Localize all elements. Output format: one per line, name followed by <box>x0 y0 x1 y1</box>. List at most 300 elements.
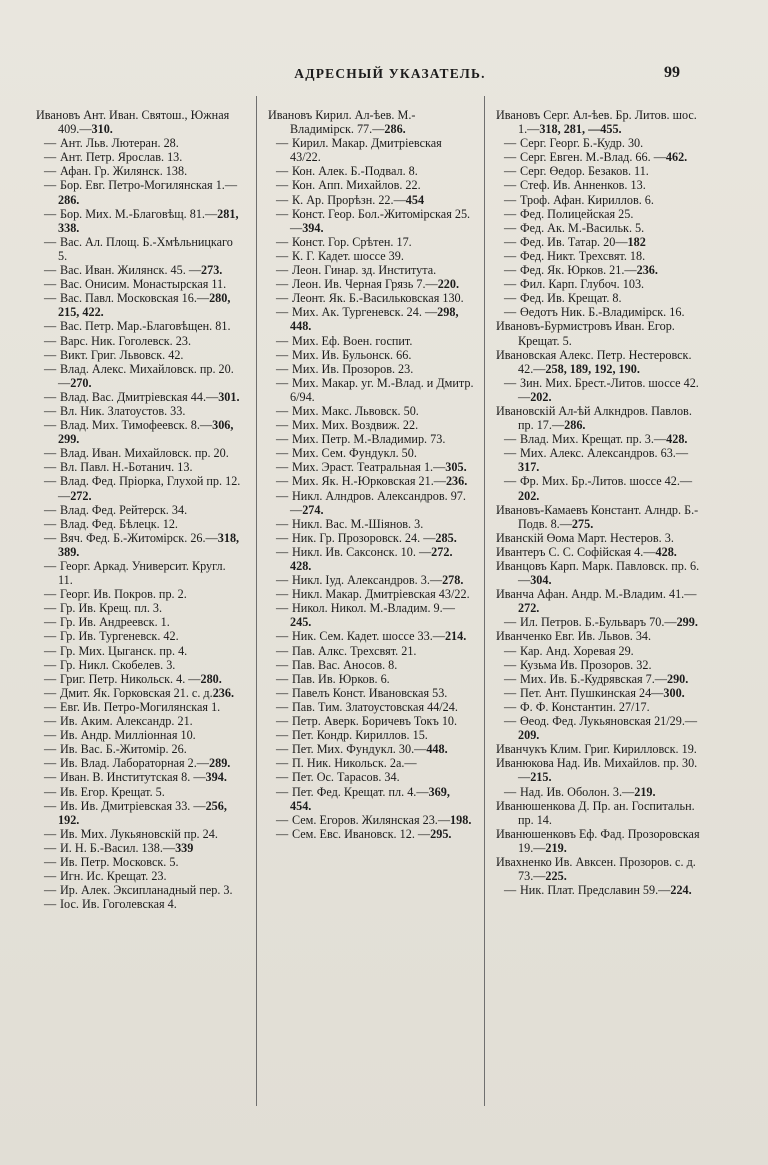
entry-text: Пет. Мих. Фундукл. 30.— <box>292 742 427 757</box>
ditto-dash: — <box>44 263 57 278</box>
directory-entry <box>268 714 474 728</box>
phone-number: 236. <box>212 685 235 700</box>
running-title: АДРЕСНЫЙ УКАЗАТЕЛЬ. <box>294 66 486 81</box>
column-divider <box>256 96 257 1106</box>
directory-entry <box>496 672 701 686</box>
entry-text: Влад. Иван. Михайловск. пр. 20. <box>60 446 229 461</box>
directory-entry <box>268 277 474 291</box>
phone-number: 236. <box>636 263 658 278</box>
ditto-dash: — <box>44 671 57 686</box>
entry-text: Ив. Петр. Московск. 5. <box>60 854 179 869</box>
column-2 <box>268 108 474 841</box>
entry-text: Ивановъ Серг. Ал-ѣев. Бр. Литов. шос. 1.— <box>496 108 697 137</box>
entry-text: Мих. Ив. Б.-Кудрявская 7.— <box>520 671 667 686</box>
phone-number: 304. <box>530 573 552 588</box>
directory-entry <box>36 362 241 390</box>
ditto-dash: — <box>276 756 289 771</box>
entry-text: Серг. Евген. М.-Влад. 66. — <box>520 150 666 165</box>
phone-number: 272. <box>518 601 540 616</box>
ditto-dash: — <box>276 446 289 461</box>
directory-entry <box>496 404 701 432</box>
ditto-dash: — <box>504 714 517 729</box>
entry-text: Ивановскій Ал-ѣй Алкндров. Павлов. пр. 17.— <box>496 403 692 433</box>
entry-text: Ив. Ив. Дмитріевская 33. — <box>60 798 206 813</box>
ditto-dash: — <box>504 615 517 630</box>
directory-entry <box>36 178 241 206</box>
ditto-dash: — <box>504 220 517 235</box>
entry-text: Влад. Алекс. Михайловск. пр. 20.— <box>58 361 234 390</box>
directory-entry <box>268 474 474 488</box>
phone-number: 270. <box>70 375 92 390</box>
entry-text: Никол. Никол. М.-Владим. 9.— <box>292 601 455 616</box>
directory-entry <box>268 432 474 446</box>
entry-text: Кузьма Ив. Прозоров. 32. <box>520 657 652 672</box>
entry-text: Ив. Влад. Лабораторная 2.— <box>60 756 209 771</box>
entry-text: Иванскій Өома Март. Нестеров. 3. <box>496 530 674 545</box>
phone-number: 306, 299. <box>58 418 234 447</box>
ditto-dash: — <box>44 840 57 855</box>
directory-entry <box>496 883 701 897</box>
ditto-dash: — <box>276 530 289 545</box>
entry-text: Вас. Павл. Московская 16.— <box>60 291 210 306</box>
directory-entry <box>36 658 241 672</box>
ditto-dash: — <box>504 784 517 799</box>
phone-number: 286. <box>564 418 586 433</box>
phone-number: 394. <box>205 770 227 785</box>
ditto-dash: — <box>504 474 517 489</box>
phone-number: 298, 448. <box>290 305 459 334</box>
directory-entry <box>36 531 241 559</box>
ditto-dash: — <box>276 432 289 447</box>
directory-entry <box>496 629 701 643</box>
directory-entry <box>36 770 241 784</box>
entry-text: Гр. Ив. Андреевск. 1. <box>60 615 170 630</box>
entry-text: Мих. Мих. Воздвиж. 22. <box>292 418 419 433</box>
ditto-dash: — <box>44 446 57 461</box>
phone-number: 202. <box>530 389 552 404</box>
entry-text: Никл. Іуд. Александров. 3.— <box>292 573 443 588</box>
directory-entry <box>268 545 474 573</box>
directory-entry <box>496 193 701 207</box>
ditto-dash: — <box>44 784 57 799</box>
directory-entry <box>496 446 701 474</box>
directory-entry <box>36 615 241 629</box>
directory-entry <box>496 249 701 263</box>
ditto-dash: — <box>276 418 289 433</box>
phone-number: 295. <box>430 826 452 841</box>
directory-entry <box>268 629 474 643</box>
phone-number: 219. <box>634 784 656 799</box>
ditto-dash: — <box>276 375 289 390</box>
directory-entry <box>268 686 474 700</box>
ditto-dash: — <box>504 192 517 207</box>
entry-text: Мих. Макс. Львовск. 50. <box>292 403 419 418</box>
ditto-dash: — <box>504 305 517 320</box>
entry-text: Григ. Петр. Никольск. 4. — <box>60 671 201 686</box>
entry-text: Леон. Гинар. зд. Института. <box>292 263 437 278</box>
entry-text: Конст. Геор. Бол.-Житомірская 25.— <box>290 206 471 235</box>
directory-entry <box>36 390 241 404</box>
directory-entry <box>496 263 701 277</box>
directory-entry <box>36 841 241 855</box>
ditto-dash: — <box>44 150 57 165</box>
directory-entry <box>496 658 701 672</box>
entry-text: Иванченко Евг. Ив. Львов. 34. <box>496 629 652 644</box>
entry-text: Никл. Макар. Дмитріевская 43/22. <box>292 587 470 602</box>
phone-number: 202. <box>518 488 540 503</box>
phone-number: 280. <box>200 671 222 686</box>
ditto-dash: — <box>44 657 57 672</box>
entry-text: Гр. Ив. Тургеневск. 42. <box>60 629 179 644</box>
phone-number: 310. <box>91 122 113 137</box>
directory-entry <box>36 291 241 319</box>
ditto-dash: — <box>276 601 289 616</box>
entry-text: Вас. Ал. Площ. Б.-Хмѣльницкаго 5. <box>58 234 233 263</box>
entry-text: Евг. Ив. Петро-Могилянская 1. <box>60 699 221 714</box>
directory-entry <box>268 136 474 164</box>
ditto-dash: — <box>504 206 517 221</box>
phone-number: 256, 192. <box>58 798 227 827</box>
entry-text: Пет. Ант. Пушкинская 24— <box>520 685 664 700</box>
ditto-dash: — <box>44 854 57 869</box>
directory-entry <box>36 827 241 841</box>
ditto-dash: — <box>44 615 57 630</box>
phone-number: 317. <box>518 460 540 475</box>
directory-entry <box>496 108 701 136</box>
ditto-dash: — <box>276 728 289 743</box>
entry-text: Фед. Полицейская 25. <box>520 206 634 221</box>
entry-text: Гр. Ив. Крещ. пл. 3. <box>60 601 163 616</box>
directory-entry <box>36 404 241 418</box>
ditto-dash: — <box>276 587 289 602</box>
ditto-dash: — <box>276 714 289 729</box>
entry-text: Влад. Вас. Дмитріевская 44.— <box>60 389 219 404</box>
ditto-dash: — <box>44 728 57 743</box>
directory-entry <box>268 305 474 333</box>
entry-text: Влад. Мих. Тимофеевск. 8.— <box>60 418 213 433</box>
directory-entry <box>36 587 241 601</box>
directory-entry <box>36 799 241 827</box>
entry-text: Вас. Иван. Жилянск. 45. — <box>60 263 202 278</box>
phone-number: 286. <box>58 192 80 207</box>
ditto-dash: — <box>276 206 289 221</box>
ditto-dash: — <box>44 699 57 714</box>
ditto-dash: — <box>44 826 57 841</box>
entry-text: Влад. Фед. Бѣлецк. 12. <box>60 516 178 531</box>
phone-number: 448. <box>426 742 448 757</box>
directory-entry <box>36 883 241 897</box>
ditto-dash: — <box>276 573 289 588</box>
entry-text: Пет. Ос. Тарасов. 34. <box>292 770 400 785</box>
entry-text: Ник. Плат. Предславин 59.— <box>520 883 671 898</box>
ditto-dash: — <box>44 601 57 616</box>
ditto-dash: — <box>276 812 289 827</box>
directory-entry <box>268 770 474 784</box>
phone-number: 305. <box>445 460 467 475</box>
directory-entry <box>496 136 701 150</box>
directory-entry <box>36 418 241 446</box>
ditto-dash: — <box>504 136 517 151</box>
directory-entry <box>36 672 241 686</box>
phone-number: 280, 215, 422. <box>58 291 231 320</box>
entry-text: Георг. Ив. Покров. пр. 2. <box>60 587 187 602</box>
entry-text: Мих. Ив. Бульонск. 66. <box>292 347 412 362</box>
directory-entry <box>496 305 701 319</box>
entry-text: К. Ар. Прорѣзн. 22.— <box>292 192 406 207</box>
entry-text: Викт. Григ. Львовск. 42. <box>60 347 184 362</box>
phone-number: 236. <box>445 474 468 489</box>
entry-text: Пав. Вас. Аносов. 8. <box>292 657 398 672</box>
ditto-dash: — <box>504 248 517 263</box>
ditto-dash: — <box>276 742 289 757</box>
ditto-dash: — <box>44 770 57 785</box>
phone-number: 428. <box>655 544 677 559</box>
ditto-dash: — <box>276 136 289 151</box>
ditto-dash: — <box>504 657 517 672</box>
phone-number: 278. <box>442 573 464 588</box>
phone-number: 258, 189, 192, 190. <box>545 361 640 376</box>
ditto-dash: — <box>276 263 289 278</box>
directory-entry <box>268 813 474 827</box>
directory-entry <box>268 756 474 770</box>
directory-entry <box>268 531 474 545</box>
entry-text: Кар. Анд. Хоревая 29. <box>520 643 634 658</box>
directory-entry <box>36 334 241 348</box>
directory-entry <box>268 193 474 207</box>
directory-entry <box>496 474 701 502</box>
phone-number: 219. <box>545 840 567 855</box>
directory-entry <box>268 489 474 517</box>
entry-text: Иванцовъ Карп. Марк. Павловск. пр. 6.— <box>496 559 700 588</box>
ditto-dash: — <box>44 277 57 292</box>
ditto-dash: — <box>504 234 517 249</box>
phone-number: 225. <box>545 869 567 884</box>
phone-number: 462. <box>665 150 688 165</box>
entry-text: Петр. Аверк. Боричевъ Токъ 10. <box>292 714 458 729</box>
ditto-dash: — <box>44 883 57 898</box>
directory-entry <box>496 150 701 164</box>
entry-text: Афан. Гр. Жилянск. 138. <box>60 164 188 179</box>
ditto-dash: — <box>44 502 57 517</box>
entry-text: Ил. Петров. Б.-Бульваръ 70.— <box>520 615 677 630</box>
entry-text: Бор. Евг. Петро-Могилянская 1.— <box>60 178 238 193</box>
phone-number: 285. <box>435 530 457 545</box>
entry-text: Өедотъ Ник. Б.-Владимірск. 16. <box>520 305 685 320</box>
entry-text: Пет. Фед. Крещат. пл. 4.— <box>292 784 429 799</box>
directory-entry <box>496 785 701 799</box>
directory-entry <box>36 700 241 714</box>
directory-entry <box>36 474 241 502</box>
entry-text: К. Г. Кадет. шоссе 39. <box>292 248 404 263</box>
ditto-dash: — <box>504 164 517 179</box>
directory-entry <box>496 799 701 827</box>
ditto-dash: — <box>44 389 57 404</box>
directory-entry <box>496 545 701 559</box>
directory-entry <box>36 348 241 362</box>
directory-entry <box>36 855 241 869</box>
directory-entry <box>268 249 474 263</box>
ditto-dash: — <box>44 559 57 573</box>
directory-entry <box>268 164 474 178</box>
entry-text: Иванюкова Над. Ив. Михайлов. пр. 30.— <box>496 756 698 785</box>
ditto-dash: — <box>44 291 57 306</box>
ditto-dash: — <box>276 248 289 263</box>
directory-entry <box>36 869 241 883</box>
entry-text: Фед. Ак. М.-Васильк. 5. <box>520 220 645 235</box>
directory-entry <box>496 587 701 615</box>
ditto-dash: — <box>276 699 289 714</box>
entry-text: Пав. Ив. Юрков. 6. <box>292 671 390 686</box>
directory-entry <box>36 503 241 517</box>
ditto-dash: — <box>44 418 57 433</box>
phone-number: 339 <box>175 840 194 855</box>
directory-entry <box>496 714 701 742</box>
directory-entry <box>268 573 474 587</box>
ditto-dash: — <box>44 530 57 545</box>
ditto-dash: — <box>44 756 57 771</box>
entry-text: Иванча Афан. Андр. М.-Владим. 41.— <box>496 587 697 602</box>
phone-number: 318, 389. <box>58 530 240 559</box>
entry-text: Влад. Фед. Пріорка, Глухой пр. 12.— <box>58 474 241 503</box>
entry-text: Фр. Мих. Бр.-Литов. шоссе 42.— <box>520 474 693 489</box>
entry-text: Гр. Мих. Цыганск. пр. 4. <box>60 643 188 658</box>
ditto-dash: — <box>276 488 289 503</box>
directory-entry <box>496 615 701 629</box>
entry-text: Бор. Мих. М.-Благовѣщ. 81.— <box>60 206 218 221</box>
phone-number: 301. <box>218 389 240 404</box>
ditto-dash: — <box>44 798 57 813</box>
entry-text: Конст. Гор. Срѣтен. 17. <box>292 234 412 249</box>
entry-text: Зин. Мих. Брест.-Литов. шоссе 42.— <box>518 375 699 404</box>
directory-entry <box>496 178 701 192</box>
ditto-dash: — <box>276 629 289 644</box>
entry-text: Ивановская Алекс. Петр. Нестеровск. 42.— <box>496 347 692 376</box>
ditto-dash: — <box>44 629 57 644</box>
entry-text: Леон. Ив. Черная Грязь 7.— <box>292 277 438 292</box>
directory-entry <box>36 601 241 615</box>
directory-entry <box>268 700 474 714</box>
entry-text: Ив. Мих. Лукьяновскій пр. 24. <box>60 826 218 841</box>
entry-text: Георг. Аркад. Университ. Кругл. 11. <box>58 559 226 588</box>
directory-entry <box>36 235 241 263</box>
ditto-dash: — <box>276 544 289 559</box>
entry-text: Никл. Ив. Саксонск. 10. — <box>292 544 432 559</box>
phone-number: 245. <box>290 615 312 630</box>
directory-entry <box>36 164 241 178</box>
entry-text: Ивановъ-Камаевъ Констант. Алндр. Б.-Подв. 8.— <box>496 502 699 531</box>
directory-entry <box>268 587 474 601</box>
ditto-dash: — <box>44 714 57 729</box>
ditto-dash: — <box>44 333 57 348</box>
entry-text: Ивахненко Ив. Авксен. Прозоров. с. д. 73.— <box>496 854 696 884</box>
entry-text: Ник. Гр. Прозоровск. 24. — <box>292 530 436 545</box>
directory-entry <box>36 277 241 291</box>
phone-number: 198. <box>450 812 472 827</box>
phone-number: 220. <box>437 277 460 292</box>
entry-text: Ир. Алек. Эксипланадный пер. 3. <box>60 883 233 898</box>
entry-text: Серг. Георг. Б.-Кудр. 30. <box>520 136 644 151</box>
ditto-dash: — <box>44 460 57 475</box>
directory-entry <box>36 897 241 911</box>
phone-number: 281, 338. <box>58 206 239 235</box>
phone-number: 224. <box>670 883 692 898</box>
entry-text: Ивановъ Кирил. Ал-ѣев. М.-Владимірск. 77.— <box>268 108 416 137</box>
ditto-dash: — <box>44 685 57 700</box>
directory-entry <box>268 785 474 813</box>
ditto-dash: — <box>504 277 517 292</box>
ditto-dash: — <box>276 657 289 672</box>
entry-text: Дмит. Як. Горковская 21. с. д. <box>60 685 213 700</box>
directory-entry <box>268 235 474 249</box>
ditto-dash: — <box>276 164 289 179</box>
entry-text: Мих. Ив. Прозоров. 23. <box>292 361 414 376</box>
page-number: 99 <box>664 64 680 81</box>
entry-text: Никл. Вас. М.-Шіянов. 3. <box>292 516 424 531</box>
phone-number: 275. <box>571 516 594 531</box>
phone-number: 394. <box>302 220 324 235</box>
directory-entry <box>268 348 474 362</box>
column-divider <box>484 96 485 1106</box>
ditto-dash: — <box>276 460 289 475</box>
entry-text: Ант. Льв. Лютеран. 28. <box>60 136 179 151</box>
ditto-dash: — <box>276 277 289 292</box>
entry-text: Мих. Ак. Тургеневск. 24. — <box>292 305 438 320</box>
entry-text: Троф. Афан. Кириллов. 6. <box>520 192 654 207</box>
directory-entry <box>36 742 241 756</box>
directory-entry <box>268 460 474 474</box>
directory-entry <box>268 291 474 305</box>
directory-entry <box>268 658 474 672</box>
ditto-dash: — <box>276 178 289 193</box>
directory-entry <box>496 207 701 221</box>
entry-text: Никл. Алндров. Александров. 97.— <box>290 488 466 517</box>
entry-text: Фед. Ив. Крещат. 8. <box>520 291 622 306</box>
directory-entry <box>496 291 701 305</box>
directory-entry <box>36 714 241 728</box>
ditto-dash: — <box>276 826 289 841</box>
directory-entry <box>496 827 701 855</box>
directory-entry <box>36 460 241 474</box>
entry-text: Өеод. Фед. Лукьяновская 21/29.— <box>520 714 698 729</box>
entry-text: Мих. Сем. Фундукл. 50. <box>292 446 417 461</box>
ditto-dash: — <box>504 671 517 686</box>
entry-text: Кирил. Макар. Дмитріевская 43/22. <box>290 136 442 165</box>
directory-entry <box>496 277 701 291</box>
directory-entry <box>268 263 474 277</box>
entry-text: Ивановъ Ант. Иван. Святош., Южная 409.— <box>36 108 230 137</box>
directory-entry <box>36 629 241 643</box>
entry-text: Ник. Сем. Кадет. шоссе 33.— <box>292 629 445 644</box>
directory-entry <box>496 348 701 376</box>
directory-entry <box>268 362 474 376</box>
ditto-dash: — <box>44 587 57 602</box>
ditto-dash: — <box>276 305 289 320</box>
directory-entry <box>496 235 701 249</box>
entry-text: Мих. Як. Н.-Юрковская 21.— <box>292 474 446 489</box>
phone-number: 286. <box>384 122 406 137</box>
directory-entry <box>36 644 241 658</box>
ditto-dash: — <box>44 234 57 249</box>
directory-entry <box>496 221 701 235</box>
ditto-dash: — <box>44 516 57 531</box>
directory-entry <box>36 785 241 799</box>
directory-entry <box>268 827 474 841</box>
entry-text: Ф. Ф. Константин. 27/17. <box>520 699 650 714</box>
directory-entry <box>268 207 474 235</box>
entry-text: Ант. Петр. Ярослав. 13. <box>60 150 183 165</box>
entry-text: П. Ник. Никольск. 2а.— <box>292 756 417 771</box>
ditto-dash: — <box>44 869 57 884</box>
